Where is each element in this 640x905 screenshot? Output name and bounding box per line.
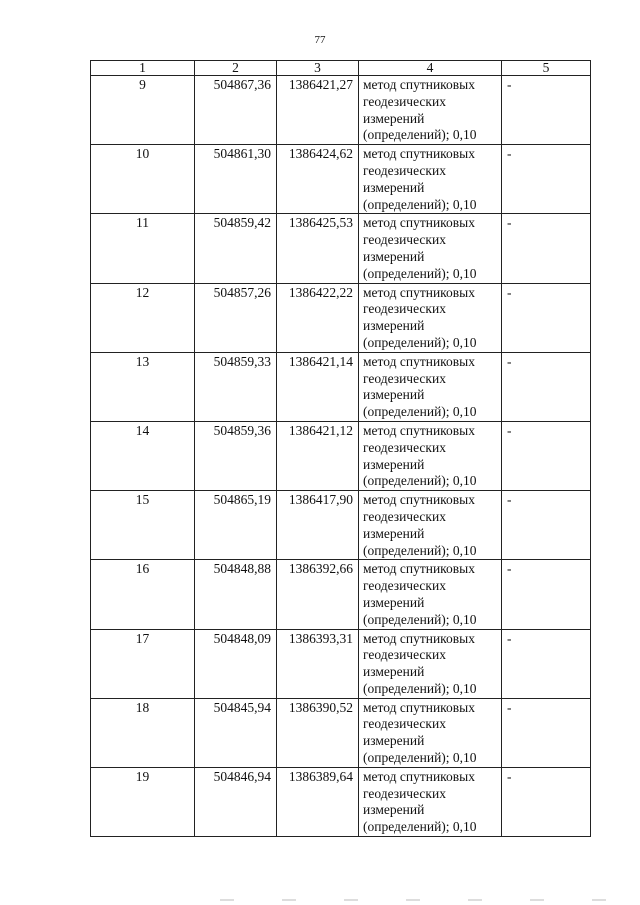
method-cell xyxy=(359,352,502,421)
x-coordinate-cell: 504857,26 xyxy=(195,283,277,352)
y-coordinate-cell: 1386425,53 xyxy=(277,214,359,283)
method-line: измерений xyxy=(363,594,425,610)
note-cell: - xyxy=(502,352,591,421)
column-header-3: 3 xyxy=(277,61,359,76)
coordinates-table xyxy=(90,60,591,837)
y-coordinate-cell: 1386393,31 xyxy=(277,629,359,698)
method-line: измерений xyxy=(363,179,425,195)
method-line: метод спутниковых xyxy=(363,492,475,508)
x-coordinate-cell: 504848,09 xyxy=(195,629,277,698)
y-coordinate-cell: 1386417,90 xyxy=(277,491,359,560)
method-line: метод спутниковых xyxy=(363,768,475,784)
column-header-2: 2 xyxy=(195,61,277,76)
method-line: геодезических xyxy=(363,301,446,317)
method-line: геодезических xyxy=(363,508,446,524)
table-row xyxy=(91,145,591,214)
x-coordinate-cell: 504865,19 xyxy=(195,491,277,560)
method-line: метод спутниковых xyxy=(363,561,475,577)
method-cell xyxy=(359,214,502,283)
table-row xyxy=(91,76,591,145)
method-cell xyxy=(359,629,502,698)
point-number-cell: 15 xyxy=(91,491,195,560)
method-cell xyxy=(359,283,502,352)
y-coordinate-cell: 1386424,62 xyxy=(277,145,359,214)
method-line: измерений xyxy=(363,110,425,126)
method-line: метод спутниковых xyxy=(363,77,475,92)
table-body xyxy=(91,76,591,837)
note-cell: - xyxy=(502,283,591,352)
method-line: геодезических xyxy=(363,647,446,663)
method-line: измерений xyxy=(363,733,425,749)
y-coordinate-cell: 1386389,64 xyxy=(277,767,359,836)
table-row xyxy=(91,767,591,836)
method-line: измерений xyxy=(363,387,425,403)
method-line: (определений); 0,10 xyxy=(363,265,477,281)
footer-scan-artifact xyxy=(220,898,620,902)
column-header-5: 5 xyxy=(502,61,591,76)
method-line: (определений); 0,10 xyxy=(363,750,477,766)
method-cell xyxy=(359,421,502,490)
point-number-cell: 10 xyxy=(91,145,195,214)
method-line: (определений); 0,10 xyxy=(363,680,477,696)
table-row xyxy=(91,214,591,283)
method-line: измерений xyxy=(363,802,425,818)
method-line: метод спутниковых xyxy=(363,630,475,646)
x-coordinate-cell: 504859,42 xyxy=(195,214,277,283)
method-line: измерений xyxy=(363,248,425,264)
method-line: (определений); 0,10 xyxy=(363,542,477,558)
method-line: метод спутниковых xyxy=(363,215,475,231)
method-line: метод спутниковых xyxy=(363,284,475,300)
method-cell xyxy=(359,491,502,560)
method-cell xyxy=(359,76,502,145)
y-coordinate-cell: 1386421,12 xyxy=(277,421,359,490)
point-number-cell: 12 xyxy=(91,283,195,352)
point-number-cell: 14 xyxy=(91,421,195,490)
method-line: геодезических xyxy=(363,785,446,801)
method-line: метод спутниковых xyxy=(363,699,475,715)
method-line: измерений xyxy=(363,664,425,680)
note-cell: - xyxy=(502,767,591,836)
note-cell: - xyxy=(502,629,591,698)
point-number-cell: 16 xyxy=(91,560,195,629)
table-row xyxy=(91,560,591,629)
table-row xyxy=(91,352,591,421)
method-cell xyxy=(359,767,502,836)
method-line: геодезических xyxy=(363,370,446,386)
y-coordinate-cell: 1386421,27 xyxy=(277,76,359,145)
method-line: (определений); 0,10 xyxy=(363,334,477,350)
x-coordinate-cell: 504861,30 xyxy=(195,145,277,214)
column-header-4: 4 xyxy=(359,61,502,76)
method-line: геодезических xyxy=(363,716,446,732)
table-row xyxy=(91,698,591,767)
y-coordinate-cell: 1386390,52 xyxy=(277,698,359,767)
note-cell: - xyxy=(502,214,591,283)
method-line: (определений); 0,10 xyxy=(363,819,477,835)
table-row xyxy=(91,491,591,560)
method-line: геодезических xyxy=(363,232,446,248)
method-cell xyxy=(359,560,502,629)
x-coordinate-cell: 504846,94 xyxy=(195,767,277,836)
method-line: геодезических xyxy=(363,93,446,109)
method-line: измерений xyxy=(363,318,425,334)
x-coordinate-cell: 504867,36 xyxy=(195,76,277,145)
note-cell: - xyxy=(502,76,591,145)
table-row xyxy=(91,629,591,698)
y-coordinate-cell: 1386421,14 xyxy=(277,352,359,421)
point-number-cell: 13 xyxy=(91,352,195,421)
y-coordinate-cell: 1386422,22 xyxy=(277,283,359,352)
method-line: геодезических xyxy=(363,578,446,594)
x-coordinate-cell: 504859,36 xyxy=(195,421,277,490)
table-row xyxy=(91,421,591,490)
method-line: (определений); 0,10 xyxy=(363,611,477,627)
note-cell: - xyxy=(502,491,591,560)
method-line: метод спутниковых xyxy=(363,422,475,438)
x-coordinate-cell: 504859,33 xyxy=(195,352,277,421)
point-number-cell: 18 xyxy=(91,698,195,767)
method-line: метод спутниковых xyxy=(363,146,475,162)
page-number: 77 xyxy=(314,34,326,46)
method-line: (определений); 0,10 xyxy=(363,473,477,489)
table-row xyxy=(91,283,591,352)
point-number-cell: 11 xyxy=(91,214,195,283)
point-number-cell: 17 xyxy=(91,629,195,698)
table-header xyxy=(91,61,591,76)
method-line: (определений); 0,10 xyxy=(363,127,477,143)
method-line: (определений); 0,10 xyxy=(363,196,477,212)
x-coordinate-cell: 504845,94 xyxy=(195,698,277,767)
method-line: измерений xyxy=(363,456,425,472)
method-cell xyxy=(359,698,502,767)
method-line: метод спутниковых xyxy=(363,353,475,369)
method-line: (определений); 0,10 xyxy=(363,404,477,420)
note-cell: - xyxy=(502,560,591,629)
column-header-1: 1 xyxy=(91,61,195,76)
note-cell: - xyxy=(502,145,591,214)
point-number-cell: 19 xyxy=(91,767,195,836)
note-cell: - xyxy=(502,698,591,767)
x-coordinate-cell: 504848,88 xyxy=(195,560,277,629)
header-row xyxy=(91,61,591,76)
method-line: геодезических xyxy=(363,439,446,455)
note-cell: - xyxy=(502,421,591,490)
point-number-cell: 9 xyxy=(91,76,195,145)
method-line: измерений xyxy=(363,525,425,541)
method-line: геодезических xyxy=(363,162,446,178)
method-cell xyxy=(359,145,502,214)
y-coordinate-cell: 1386392,66 xyxy=(277,560,359,629)
